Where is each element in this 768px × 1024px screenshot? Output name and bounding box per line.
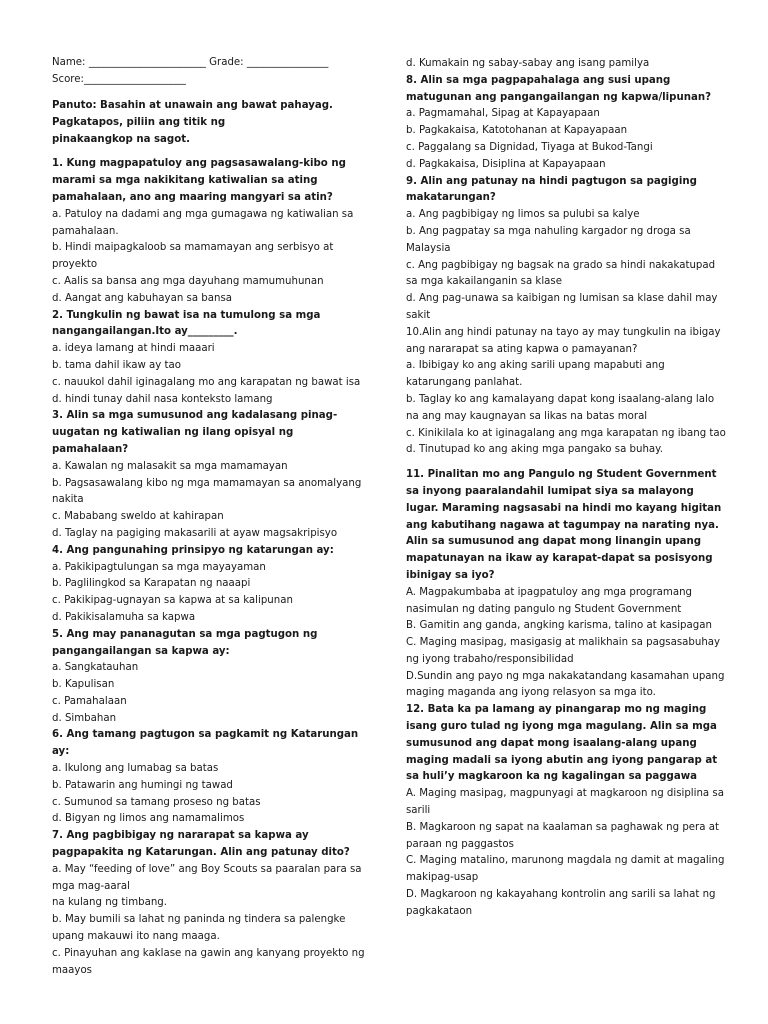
question-5-choice-a: a. Sangkatauhan: [52, 662, 139, 674]
question-12-text: 12. Bata ka pa lamang ay pinangarap mo ng maging isang guro tulad ng iyong mga magulang. Alin sa mga sumusunod ang dapat mong isaalang-alang upang maging madali sa iyong abutin ang iyong pangarap at sa huli’y magkaroon ka ng kagalingan sa paggawa: [406, 704, 718, 783]
question-6-choice-b: b. Patawarin ang humingi ng tawad: [52, 779, 233, 791]
question-4-choice-b: b. Paglilingkod sa Karapatan ng naaapi: [52, 578, 251, 590]
question-2-text: 2. Tungkulin ng bawat isa na tumulong sa mga nangangailangan.Ito ay_________.: [52, 309, 321, 338]
question-4-choice-d: d. Pakikisalamuha sa kapwa: [52, 611, 196, 623]
instructions-line-1: Panuto: Basahin at unawain ang bawat pahayag.: [52, 100, 333, 111]
left-column: [52, 54, 370, 979]
worksheet-header: [52, 54, 370, 88]
name-grade-line: Name: _______________________ Grade: ________________: [52, 57, 329, 68]
question-9-choice-c: c. Ang pagbibigay ng bagsak na grado sa hindi nakakatupad sa mga kakailanganin sa klase: [406, 259, 716, 288]
question-11-choice-d: D.Sundin ang payo ng mga nakakatandang kasamahan upang maging maganda ang iyong relasyon sa mga ito.: [406, 670, 725, 699]
question-6-choice-a: a. Ikulong ang lumabag sa batas: [52, 763, 219, 775]
question-2-choice-d: d. hindi tunay dahil nasa konteksto lamang: [52, 393, 273, 405]
right-column: [406, 56, 728, 921]
question-1-text: 1. Kung magpapatuloy ang pagsasawalang-kibo ng marami sa mga nakikitang katiwalian sa ating pamahalaan, ano ang maaring mangyari sa atin?: [52, 158, 346, 203]
question-10: [406, 325, 728, 459]
question-8: [406, 73, 728, 174]
question-1-choice-b: b. Hindi maipagkaloob sa mamamayan ang serbisyo at proyekto: [52, 242, 334, 271]
question-6-choice-c: c. Sumunod sa tamang proseso ng batas: [52, 796, 261, 808]
question-11-text: 11. Pinalitan mo ang Pangulo ng Student Government sa inyong paaralandahil lumipat siya sa malayong lugar. Maraming nagsasabi na hindi mo kayang higitan ang kabutihang nagawa at tagumpay na narating nya. Alin sa sumusunod ang dapat mong linangin upang mapatunayan na ikaw ay karapat-dapat sa posisyong ibinigay sa iyo?: [406, 469, 722, 581]
question-4-choice-c: c. Pakikipag-ugnayan sa kapwa at sa kalipunan: [52, 595, 293, 607]
question-12-choice-d: D. Magkaroon ng kakayahang kontrolin ang sarili sa lahat ng pagkakataon: [406, 889, 716, 917]
question-5-text: 5. Ang may pananagutan sa mga pagtugon ng pangangailangan sa kapwa ay:: [52, 628, 318, 657]
question-3: [52, 408, 370, 542]
question-5: [52, 627, 370, 728]
question-3-choice-d: d. Taglay na pagiging makasarili at ayaw magsakripisyo: [52, 527, 338, 539]
question-12: [406, 702, 728, 920]
question-4-choice-a: a. Pakikipagtulungan sa mga mayayaman: [52, 561, 266, 573]
question-9-choice-d: d. Ang pag-unawa sa kaibigan ng lumisan sa klase dahil may sakit: [406, 293, 718, 321]
question-11-choice-c: C. Maging masipag, masigasig at malikhain sa pagsasabuhay ng iyong trabaho/responsibilidad: [406, 637, 721, 665]
question-11-choice-b: B. Gamitin ang ganda, angking karisma, talino at kasipagan: [406, 620, 712, 632]
instructions: [52, 98, 370, 148]
question-9-choice-b: b. Ang pagpatay sa mga nahuling kargador ng droga sa Malaysia: [406, 225, 691, 254]
question-12-choice-b: B. Magkaroon ng sapat na kaalaman sa paghawak ng pera at paraan ng paggastos: [406, 821, 719, 850]
question-2-choice-a: a. ideya lamang at hindi maaari: [52, 343, 215, 355]
question-9-text: 9. Alin ang patunay na hindi pagtugon sa pagiging makatarungan?: [406, 175, 697, 204]
question-8-choice-b: b. Pagkakaisa, Katotohanan at Kapayapaan: [406, 125, 628, 137]
question-5-choice-b: b. Kapulisan: [52, 679, 115, 691]
instructions-line-3: pinakaangkop na sagot.: [52, 133, 190, 145]
question-3-choice-b: b. Pagsasawalang kibo ng mga mamamayan sa anomalyang nakita: [52, 477, 362, 506]
question-7-text: 7. Ang pagbibigay ng nararapat sa kapwa ay pagpapakita ng Katarungan. Alin ang patunay dito?: [52, 830, 350, 859]
question-4-text: 4. Ang pangunahing prinsipyo ng katarungan ay:: [52, 544, 334, 556]
question-8-choice-c: c. Paggalang sa Dignidad, Tiyaga at Bukod-Tangi: [406, 141, 653, 153]
question-9-choice-a: a. Ang pagbibigay ng limos sa pulubi sa kalye: [406, 209, 640, 221]
question-3-choice-a: a. Kawalan ng malasakit sa mga mamamayan: [52, 460, 288, 472]
question-12-choice-a: A. Maging masipag, magpunyagi at magkaroon ng disiplina sa sarili: [406, 788, 724, 817]
question-4: [52, 543, 370, 627]
question-5-choice-d: d. Simbahan: [52, 712, 117, 724]
question-7-choice-c: c. Pinayuhan ang kaklase na gawin ang kanyang proyekto ng maayos: [52, 947, 365, 976]
question-3-choice-c: c. Mababang sweldo at kahirapan: [52, 511, 224, 523]
question-7: [52, 828, 370, 979]
question-10-text: 10.Alin ang hindi patunay na tayo ay may tungkulin na ibigay ang nararapat sa ating kapwa o pamayanan?: [406, 326, 721, 355]
question-2-choice-c: c. nauukol dahil iginagalang mo ang karapatan ng bawat isa: [52, 376, 361, 388]
score-line: Score:____________________: [52, 74, 186, 85]
question-1-choice-a: a. Patuloy na dadami ang mga gumagawa ng katiwalian sa pamahalaan.: [52, 208, 354, 237]
question-10-choice-c: c. Kinikilala ko at iginagalang ang mga karapatan ng ibang tao: [406, 427, 726, 439]
question-8-text: 8. Alin sa mga pagpapahalaga ang susi upang matugunan ang pangangailangan ng kapwa/lipunan?: [406, 74, 711, 103]
question-7-choice-a: a. May “feeding of love” ang Boy Scouts sa paaralan para sa mga mag-aaral: [52, 863, 362, 892]
question-10-choice-a: a. Ibibigay ko ang aking sarili upang mapabuti ang katarungang panlahat.: [406, 360, 665, 389]
question-12-choice-c: C. Maging matalino, marunong magdala ng damit at magaling makipag-usap: [406, 855, 725, 884]
question-11-choice-a: A. Magpakumbaba at ipagpatuloy ang mga programang nasimulan ng dating pangulo ng Student Government: [406, 586, 693, 615]
question-6-text: 6. Ang tamang pagtugon sa pagkamit ng Katarungan ay:: [52, 729, 359, 758]
question-10-choice-d: d. Tinutupad ko ang aking mga pangako sa buhay.: [406, 444, 663, 456]
question-2: [52, 308, 370, 409]
question-6: [52, 727, 370, 828]
question-2-choice-b: b. tama dahil ikaw ay tao: [52, 359, 181, 371]
question-3-text: 3. Alin sa mga sumusunod ang kadalasang pinag-uugatan ng katiwalian ng ilang opisyal ng pamahalaan?: [52, 410, 338, 455]
question-5-choice-c: c. Pamahalaan: [52, 695, 127, 707]
question-8-choice-d: d. Pagkakaisa, Disiplina at Kapayapaan: [406, 158, 606, 170]
question-1-choice-d: d. Aangat ang kabuhayan sa bansa: [52, 292, 233, 304]
question-7-choice-b: b. May bumili sa lahat ng paninda ng tindera sa palengke upang makauwi ito nang maaga.: [52, 914, 346, 943]
question-6-choice-d: d. Bigyan ng limos ang namamalimos: [52, 813, 245, 825]
question-11: [406, 467, 728, 702]
question-9: [406, 174, 728, 325]
question-1: [52, 156, 370, 307]
question-7-choice-d: d. Kumakain ng sabay-sabay ang isang pamilya: [406, 58, 650, 69]
question-1-choice-c: c. Aalis sa bansa ang mga dayuhang mamumuhunan: [52, 275, 324, 287]
question-10-choice-b: b. Taglay ko ang kamalayang dapat kong isaalang-alang lalo na ang may kaugnayan sa likas na batas moral: [406, 393, 715, 422]
question-8-choice-a: a. Pagmamahal, Sipag at Kapayapaan: [406, 108, 600, 120]
question-7-choice-a-continued: na kulang ng timbang.: [52, 897, 167, 909]
instructions-line-2: Pagkatapos, piliin ang titik ng: [52, 116, 226, 128]
